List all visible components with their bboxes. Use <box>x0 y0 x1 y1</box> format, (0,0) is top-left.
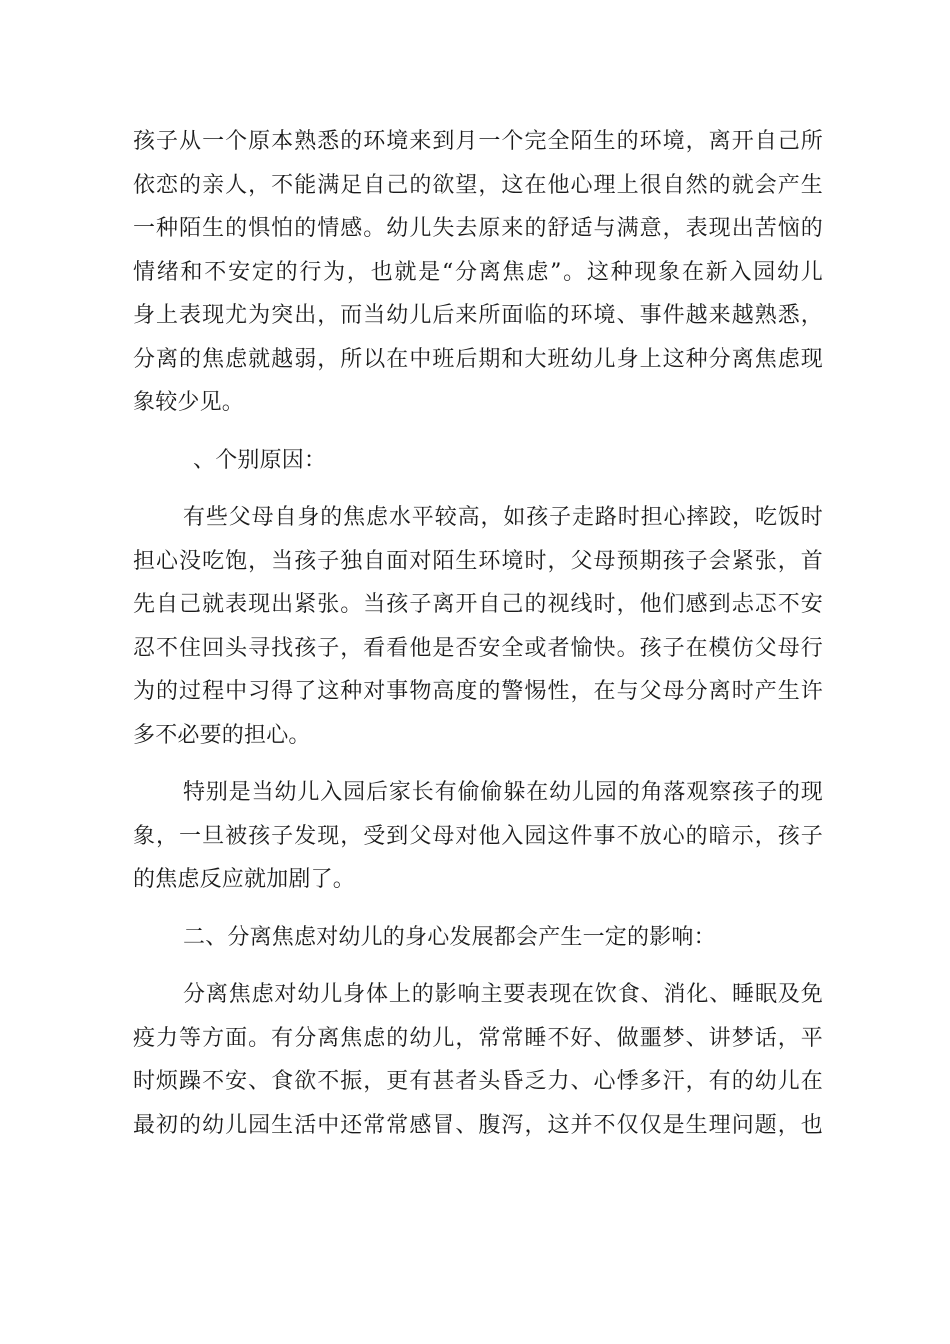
text-line: 情绪和不安定的行为，也就是“分离焦虑”。这种现象在新入园幼儿 <box>133 259 823 285</box>
text-line: 最初的幼儿园生活中还常常感冒、腹泻，这并不仅仅是生理问题，也 <box>133 1112 823 1138</box>
text-line: 分离的焦虑就越弱，所以在中班后期和大班幼儿身上这种分离焦虑现 <box>133 346 823 372</box>
section-heading-two <box>133 916 823 960</box>
text-line: 忍不住回头寻找孩子，看看他是否安全或者愉快。孩子在模仿父母行 <box>133 635 823 661</box>
paragraph-4 <box>133 973 823 1147</box>
text-line: 疫力等方面。有分离焦虑的幼儿，常常睡不好、做噩梦、讲梦话，平 <box>133 1025 823 1051</box>
paragraph-gap <box>133 482 823 496</box>
paragraph-gap <box>133 757 823 771</box>
text-line: 先自己就表现出紧张。当孩子离开自己的视线时，他们感到忐忑不安 <box>133 592 823 617</box>
text-line: 象，一旦被孩子发现，受到父母对他入园这件事不放心的暗示，孩子 <box>133 823 823 849</box>
text-line: 分离焦虑对幼儿身体上的影响主要表现在饮食、消化、睡眠及免 <box>183 982 823 1007</box>
text-line: 的焦虑反应就加剧了。 <box>133 867 356 892</box>
text-line: 身上表现尤为突出，而当幼儿后来所面临的环境、事件越来越熟悉， <box>133 303 823 328</box>
text-line: 特别是当幼儿入园后家长有偷偷躲在幼儿园的角落观察孩子的现 <box>183 780 823 805</box>
heading-line: 、个别原因： <box>193 447 327 473</box>
text-line: 多不必要的担心。 <box>133 722 311 748</box>
paragraph-gap <box>133 425 823 439</box>
section-heading-individual-reasons <box>133 439 823 483</box>
text-line: 担心没吃饱，当孩子独自面对陌生环境时，父母预期孩子会紧张，首 <box>133 548 823 574</box>
heading-line: 二、分离焦虑对幼儿的身心发展都会产生一定的影响： <box>183 924 716 950</box>
text-line: 为的过程中习得了这种对事物高度的警惕性，在与父母分离时产生许 <box>133 679 823 704</box>
paragraph-gap <box>133 902 823 916</box>
paragraph-gap <box>133 959 823 973</box>
text-line: 有些父母自身的焦虑水平较高，如孩子走路时担心摔跤，吃饭时 <box>183 505 823 530</box>
text-line: 时烦躁不安、食欲不振，更有甚者头昏乏力、心悸多汗，有的幼儿在 <box>133 1069 823 1094</box>
document-body <box>133 120 823 1147</box>
paragraph-3 <box>133 771 823 902</box>
paragraph-2 <box>133 496 823 757</box>
text-line: 象较少见。 <box>133 390 245 415</box>
text-line: 一种陌生的惧怕的情感。幼儿失去原来的舒适与满意，表现出苦恼的 <box>133 216 823 241</box>
text-line: 孩子从一个原本熟悉的环境来到月一个完全陌生的环境，离开自己所 <box>133 129 823 154</box>
text-line: 依恋的亲人，不能满足自己的欲望，这在他心理上很自然的就会产生 <box>133 172 823 198</box>
paragraph-1 <box>133 120 823 425</box>
